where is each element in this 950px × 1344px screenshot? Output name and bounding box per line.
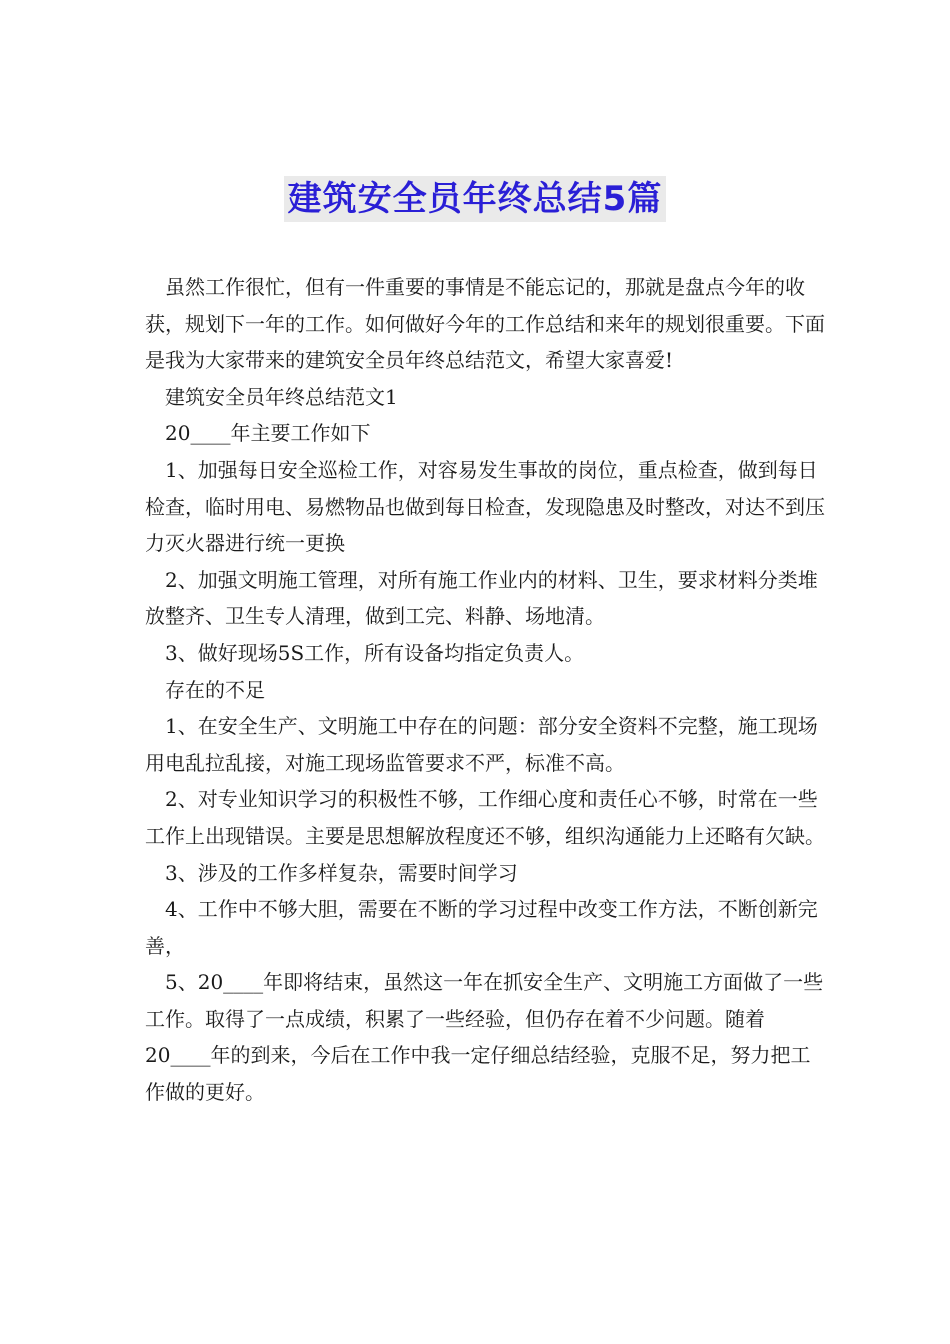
- paragraph: 3、做好现场5S工作，所有设备均指定负责人。: [165, 640, 585, 665]
- document-title: 建筑安全员年终总结5篇: [284, 176, 667, 222]
- paragraph: 1、在安全生产、文明施工中存在的问题：部分安全资料不完整，施工现场用电乱拉乱接，对施工现场监管要求不严，标准不高。: [145, 714, 818, 775]
- paragraph: 3、涉及的工作多样复杂，需要时间学习: [165, 860, 518, 885]
- section-heading: 建筑安全员年终总结范文1: [165, 384, 398, 409]
- paragraph: 5、20____年即将结束，虽然这一年在抓安全生产、文明施工方面做了一些工作。取得了一点成绩，积累了一些经验，但仍存在着不少问题。随着20____年的到来，今后在工作中我一定仔细总结经验，克服不足，努力把工作做的更好。: [145, 970, 824, 1105]
- document-body: [145, 269, 825, 1111]
- paragraph: 1、加强每日安全巡检工作，对容易发生事故的岗位，重点检查，做到每日检查，临时用电、易燃物品也做到每日检查，发现隐患及时整改，对达不到压力灭火器进行统一更换: [145, 457, 825, 556]
- paragraph: 2、加强文明施工管理，对所有施工作业内的材料、卫生，要求材料分类堆放整齐、卫生专人清理，做到工完、料静、场地清。: [145, 567, 818, 629]
- paragraph: 20____年主要工作如下: [165, 421, 371, 446]
- paragraph: 2、对专业知识学习的积极性不够，工作细心度和责任心不够，时常在一些工作上出现错误。主要是思想解放程度还不够，组织沟通能力上还略有欠缺。: [145, 787, 825, 848]
- intro-paragraph: 虽然工作很忙，但有一件重要的事情是不能忘记的，那就是盘点今年的收获，规划下一年的工作。如何做好今年的工作总结和来年的规划很重要。下面是我为大家带来的建筑安全员年终总结范文，希望大家喜爱!: [145, 275, 825, 373]
- paragraph: 4、工作中不够大胆，需要在不断的学习过程中改变工作方法，不断创新完善，: [145, 897, 818, 958]
- section-heading: 存在的不足: [165, 677, 265, 702]
- title-container: [0, 176, 950, 222]
